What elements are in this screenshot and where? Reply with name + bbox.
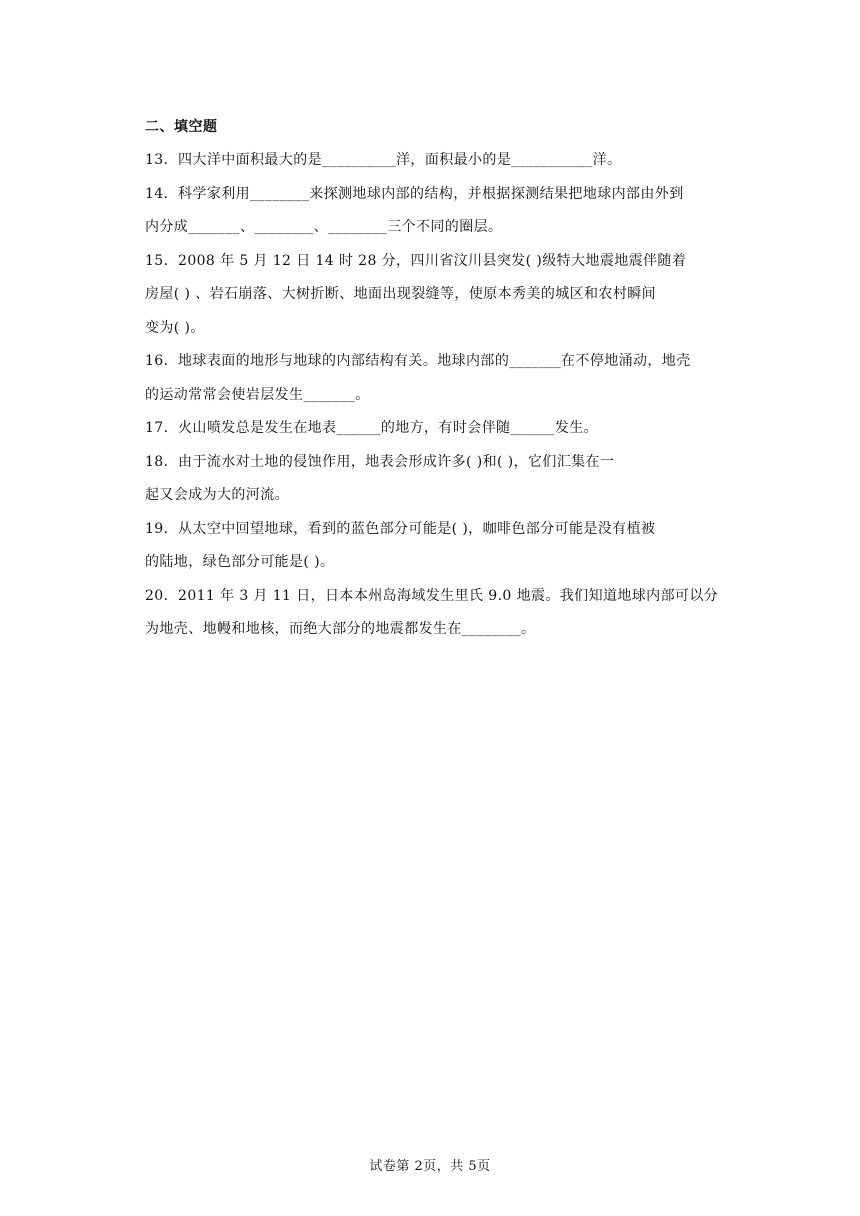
question-19-line-1: 19．从太空中回望地球，看到的蓝色部分可能是( )，咖啡色部分可能是没有植被 [145,520,656,537]
question-15-line-3: 变为( )。 [145,319,205,336]
section-title: 二、填空题 [145,119,218,135]
question-13-line-1: 13．四大洋中面积最大的是__________洋，面积最小的是___________洋。 [145,152,622,168]
fill-in-blank-questions [145,149,717,652]
question-17-line-1: 17．火山喷发总是发生在地表______的地方，有时会伴随______发生。 [145,420,599,436]
question-16-line-1: 16．地球表面的地形与地球的内部结构有关。地球内部的_______在不停地涌动，地壳 [145,353,691,369]
question-14-line-1: 14．科学家利用________来探测地球内部的结构，并根据探测结果把地球内部由外到 [145,185,684,202]
question-18-line-2: 起又会成为大的河流。 [145,487,289,503]
question-15-line-1: 15．2008 年 5 月 12 日 14 时 28 分，四川省汶川县突发( )级特大地震地震伴随着 [145,252,687,269]
question-14-line-2: 内分成_______、________、________三个不同的圈层。 [145,219,503,235]
question-16-line-2: 的运动常常会使岩层发生_______。 [145,386,370,403]
question-15-line-2: 房屋( ) 、岩石崩落、大树折断、地面出现裂缝等，使原本秀美的城区和农村瞬间 [145,286,657,302]
question-20-line-2: 为地壳、地幔和地核，而绝大部分的地震都发生在________。 [145,621,536,637]
question-18-line-1: 18．由于流水对土地的侵蚀作用，地表会形成许多( )和( )，它们汇集在一 [145,453,615,470]
page-footer: 试卷第 2页，共 5页 [369,1159,491,1174]
question-20-line-1: 20．2011 年 3 月 11 日，日本本州岛海域发生里氏 9.0 地震。我们知道地球内部可以分 [145,587,719,604]
question-19-line-2: 的陆地，绿色部分可能是( )。 [145,554,335,570]
